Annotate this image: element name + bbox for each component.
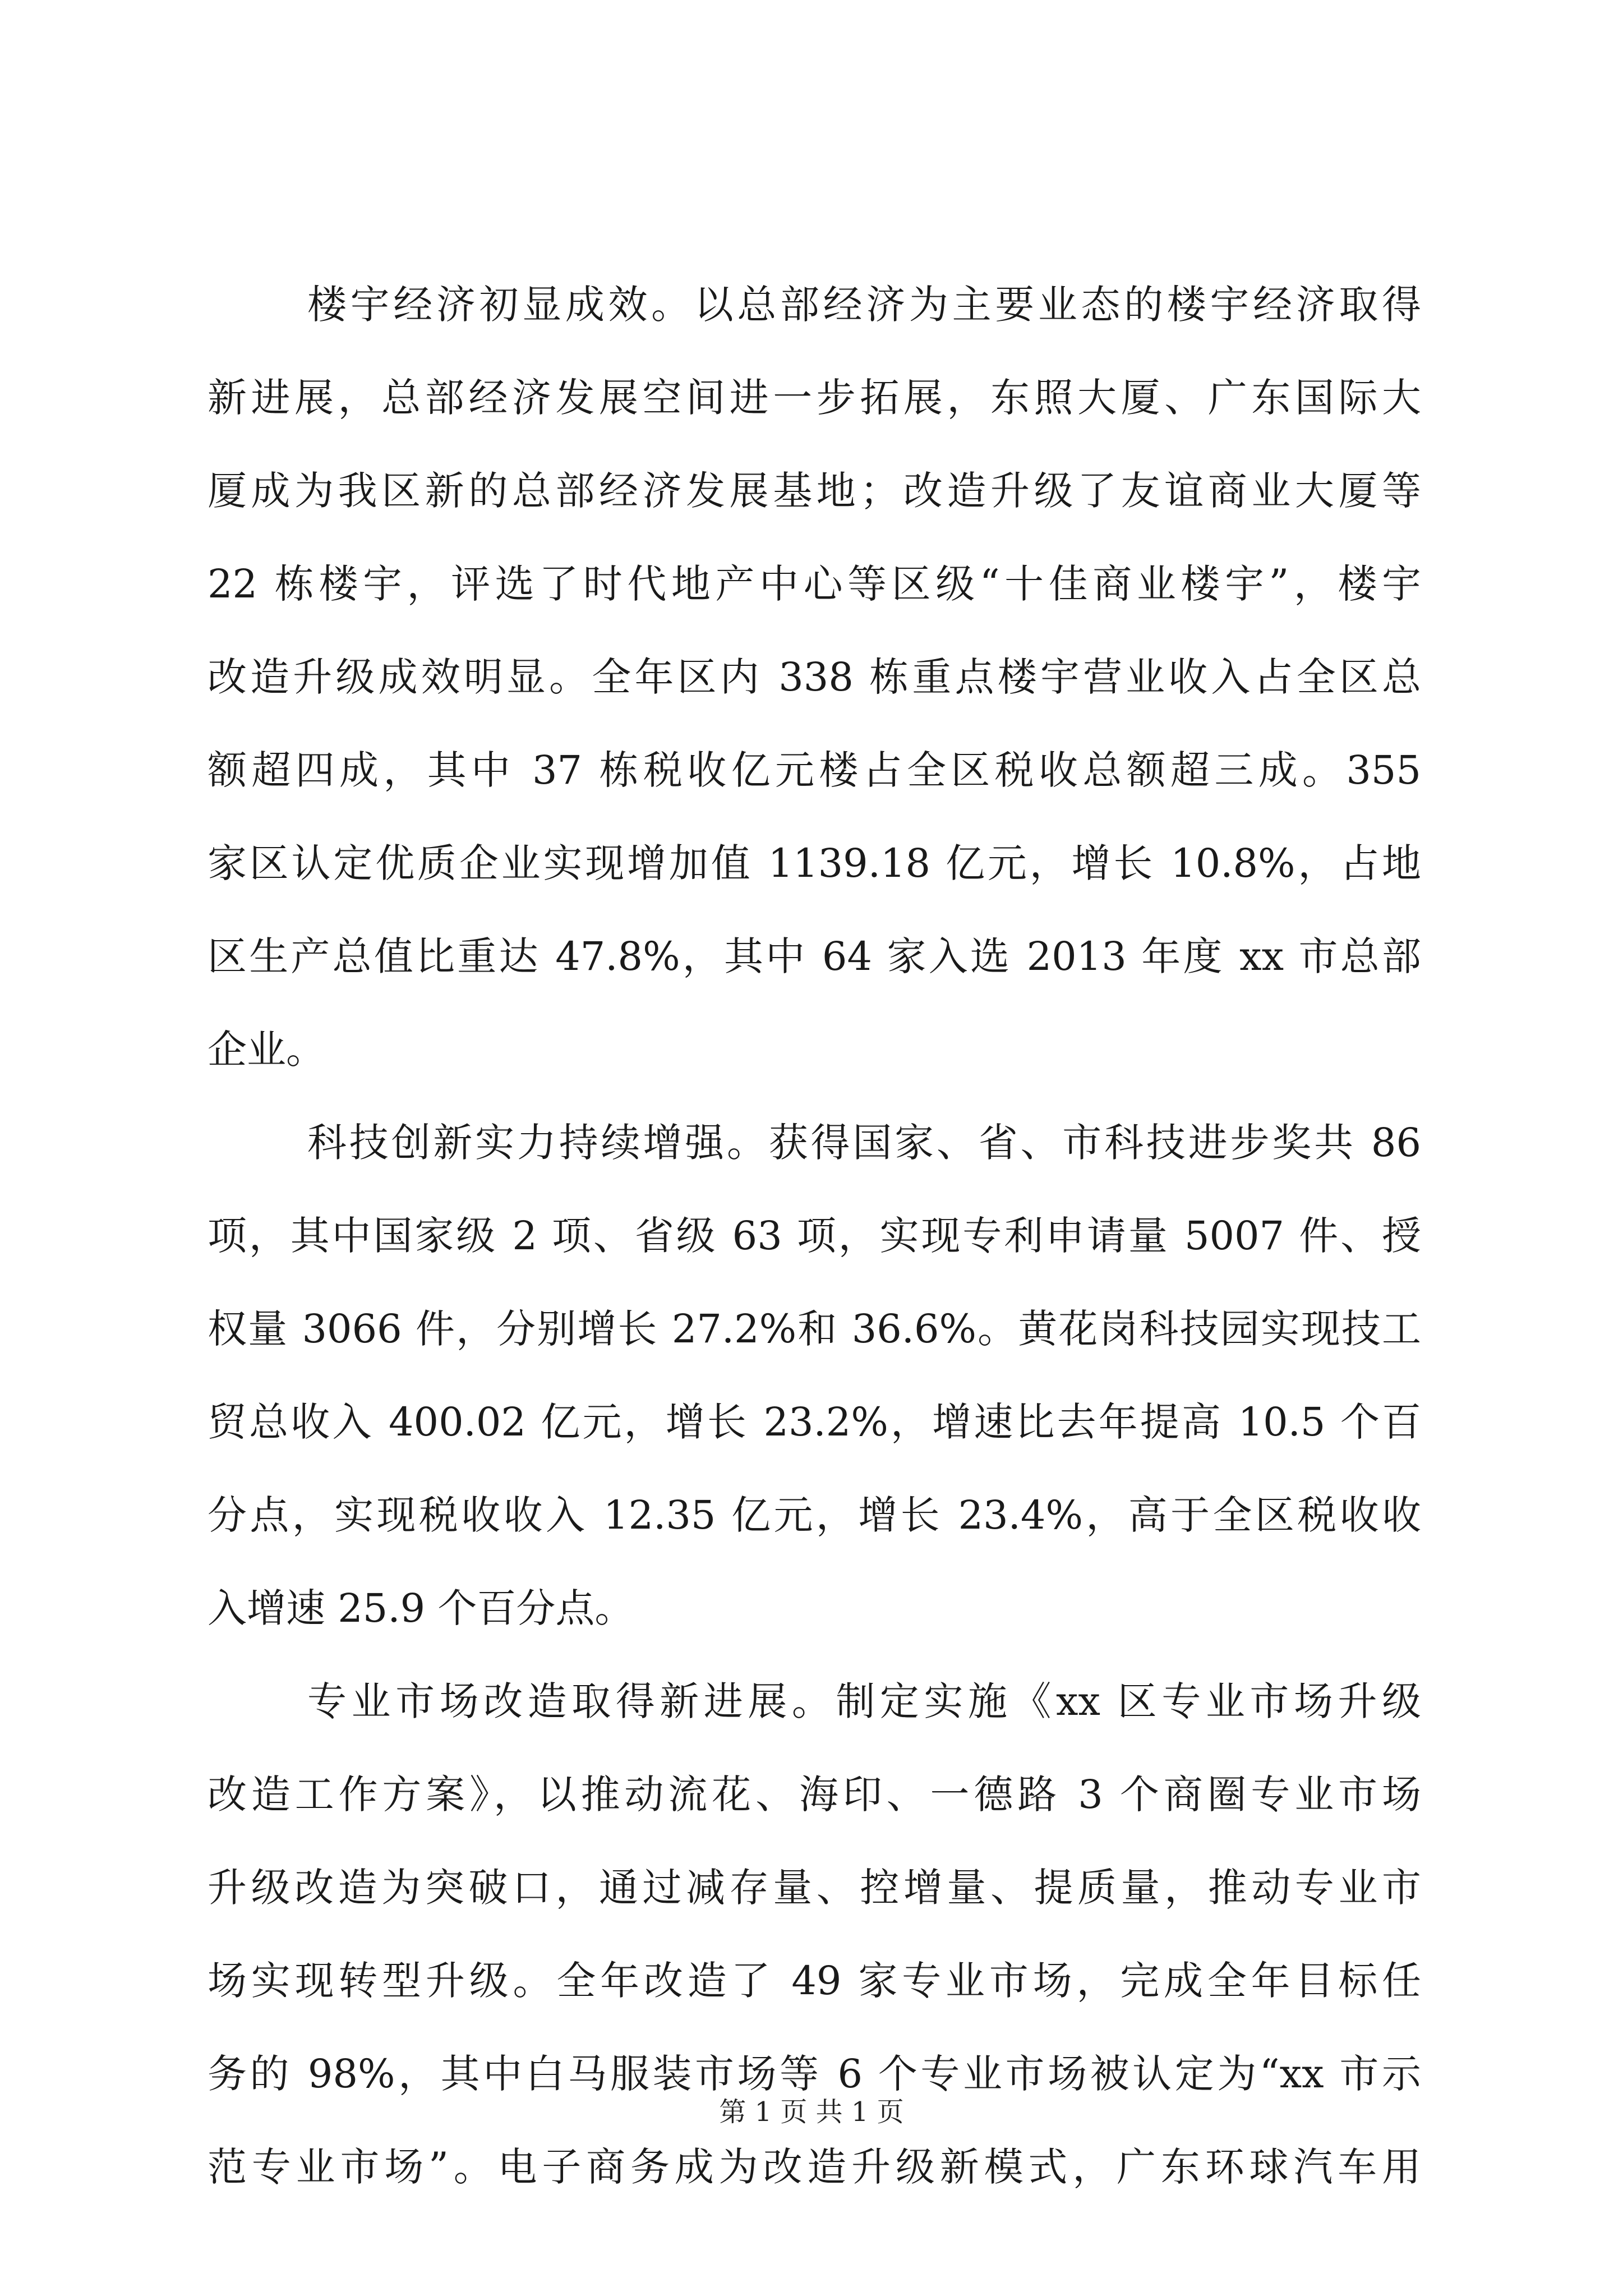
paragraph-3 bbox=[208, 1655, 1421, 2214]
paragraph-line: 厦成为我区新的总部经济发展基地；改造升级了友谊商业大厦等 bbox=[208, 468, 1421, 514]
paragraph-line: 科技创新实力持续增强。获得国家、省、市科技进步奖共 86 bbox=[307, 1120, 1421, 1166]
paragraph-line: 改造工作方案》，以推动流花、海印、一德路 3 个商圈专业市场 bbox=[208, 1772, 1421, 1818]
paragraph-line: 区生产总值比重达 47.8%，其中 64 家入选 2013 年度 xx 市总部 bbox=[208, 933, 1421, 979]
page-number-footer: 第 1 页 共 1 页 bbox=[719, 2096, 904, 2128]
paragraph-2 bbox=[208, 1096, 1421, 1655]
paragraph-line: 新进展，总部经济发展空间进一步拓展，东照大厦、广东国际大 bbox=[208, 375, 1421, 421]
paragraph-line: 升级改造为突破口，通过减存量、控增量、提质量，推动专业市 bbox=[208, 1865, 1421, 1911]
paragraph-line: 家区认定优质企业实现增加值 1139.18 亿元，增长 10.8%，占地 bbox=[208, 840, 1421, 886]
paragraph-line: 楼宇经济初显成效。以总部经济为主要业态的楼宇经济取得 bbox=[307, 282, 1421, 328]
paragraph-line: 额超四成，其中 37 栋税收亿元楼占全区税收总额超三成。355 bbox=[208, 747, 1421, 793]
paragraph-line: 入增速 25.9 个百分点。 bbox=[208, 1585, 634, 1631]
paragraph-line: 项，其中国家级 2 项、省级 63 项，实现专利申请量 5007 件、授 bbox=[208, 1213, 1421, 1259]
paragraph-line: 22 栋楼宇，评选了时代地产中心等区级“十佳商业楼宇”，楼宇 bbox=[208, 561, 1421, 607]
paragraph-1 bbox=[208, 258, 1421, 1096]
paragraph-line: 场实现转型升级。全年改造了 49 家专业市场，完成全年目标任 bbox=[208, 1958, 1421, 2004]
paragraph-line: 权量 3066 件，分别增长 27.2%和 36.6%。黄花岗科技园实现技工 bbox=[208, 1306, 1421, 1352]
paragraph-line: 范专业市场”。电子商务成为改造升级新模式，广东环球汽车用 bbox=[208, 2144, 1421, 2190]
paragraph-line: 分点，实现税收收入 12.35 亿元，增长 23.4%，高于全区税收收 bbox=[208, 1492, 1421, 1538]
document-body bbox=[208, 258, 1421, 2214]
paragraph-line: 务的 98%，其中白马服装市场等 6 个专业市场被认定为“xx 市示 bbox=[208, 2051, 1421, 2097]
paragraph-line: 企业。 bbox=[208, 1027, 325, 1073]
paragraph-line: 专业市场改造取得新进展。制定实施《xx 区专业市场升级 bbox=[307, 1678, 1421, 1724]
paragraph-line: 改造升级成效明显。全年区内 338 栋重点楼宇营业收入占全区总 bbox=[208, 654, 1421, 700]
paragraph-line: 贸总收入 400.02 亿元，增长 23.2%，增速比去年提高 10.5 个百 bbox=[208, 1399, 1421, 1445]
